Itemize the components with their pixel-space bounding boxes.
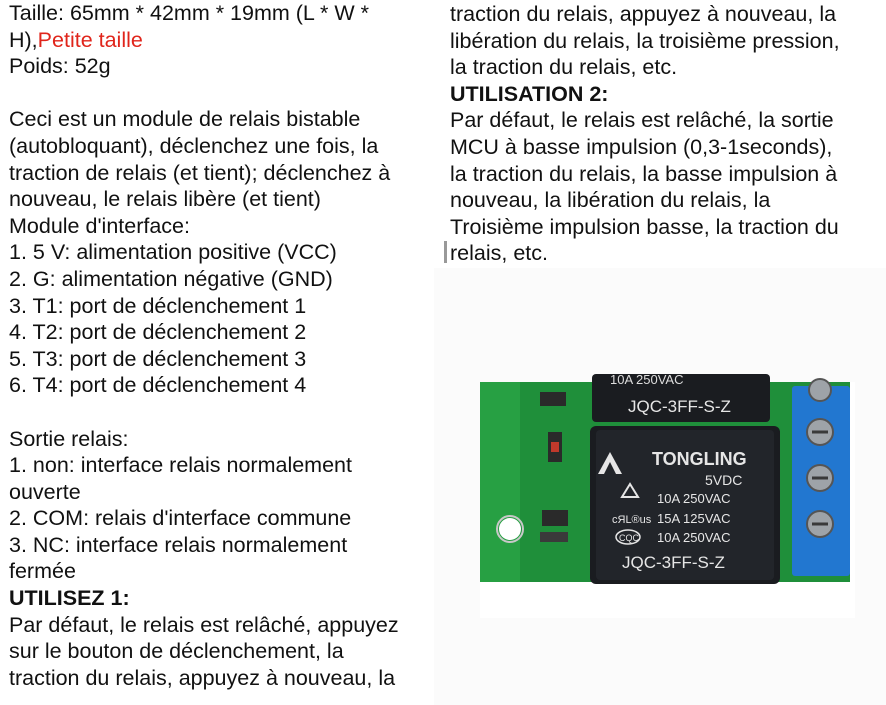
desc-line: (autobloquant), déclenchez une fois, la: [9, 133, 379, 158]
output-item: ouverte: [9, 479, 81, 504]
usage1-line: Par défaut, le relais est relâché, appuyez: [9, 612, 399, 637]
output-heading: Sortie relais:: [9, 426, 129, 451]
usage2-line: Troisième impulsion basse, la traction du: [450, 214, 839, 239]
small-size-highlight: Petite taille: [37, 27, 143, 52]
relay-rating-1: 10A 250VAC: [657, 491, 731, 506]
interface-item: 5. T3: port de déclenchement 3: [9, 346, 307, 371]
interface-item: 6. T4: port de déclenchement 4: [9, 373, 307, 398]
relay-rating-2: 15A 125VAC: [657, 511, 731, 526]
usage2-heading: UTILISATION 2:: [450, 81, 609, 106]
weight-line: Poids: 52g: [9, 54, 111, 79]
text-cursor: [444, 241, 447, 263]
desc-line: Ceci est un module de relais bistable: [9, 107, 361, 132]
usage2-line: la traction du relais, la basse impulsion à: [450, 161, 838, 186]
right-column: [450, 1, 886, 267]
interface-item: 4. T2: port de déclenchement 2: [9, 320, 307, 345]
usage1-line: sur le bouton de déclenchement, la: [9, 639, 344, 664]
relay-model: JQC-3FF-S-Z: [622, 553, 725, 572]
usage1-cont-line: libération du relais, la troisième pression,: [450, 28, 840, 53]
relay-voltage: 5VDC: [705, 472, 743, 488]
terminal-screw: [809, 379, 831, 401]
usage1-cont-line: traction du relais, appuyez à nouveau, la: [450, 2, 837, 26]
usage2-line: Par défaut, le relais est relâché, la sortie: [450, 108, 834, 133]
relay-top-model: JQC-3FF-S-Z: [628, 397, 731, 416]
size-line: Taille: 65mm * 42mm * 19mm (L * W *: [9, 1, 370, 25]
interface-heading: Module d'interface:: [9, 213, 190, 238]
usage2-last-line: relais, etc.: [450, 240, 886, 267]
interface-item: 2. G: alimentation négative (GND): [9, 266, 333, 291]
desc-line: nouveau, le relais libère (et tient): [9, 187, 321, 212]
desc-line: traction de relais (et tient); déclenchez à: [9, 160, 391, 185]
usage1-heading: UTILISEZ 1:: [9, 586, 130, 611]
usage1-line: traction du relais, appuyez à nouveau, la: [9, 665, 396, 690]
relay-rating-3: 10A 250VAC: [657, 530, 731, 545]
left-column: [9, 0, 429, 691]
cqc-mark: CQC: [619, 533, 639, 543]
usage1-cont-line: la traction du relais, etc.: [450, 55, 678, 80]
interface-item: 3. T1: port de déclenchement 1: [9, 293, 307, 318]
interface-item: 1. 5 V: alimentation positive (VCC): [9, 240, 337, 265]
usage2-line: MCU à basse impulsion (0,3-1seconds),: [450, 134, 833, 159]
relay-brand: TONGLING: [652, 449, 747, 469]
output-item: 3. NC: interface relais normalement: [9, 532, 348, 557]
relay-top-rating: 10A 250VAC: [610, 372, 684, 387]
ul-mark: cЯL®us: [612, 514, 652, 526]
usage2-line: nouveau, la libération du relais, la: [450, 188, 771, 213]
output-item: 1. non: interface relais normalement: [9, 453, 352, 478]
smd-chip: [540, 392, 566, 406]
size-line-2: H),Petite taille: [9, 27, 143, 52]
relay-module-photo: [480, 372, 855, 618]
smd-chip: [542, 510, 568, 526]
output-item: 2. COM: relais d'interface commune: [9, 506, 352, 531]
output-item: fermée: [9, 559, 76, 584]
mounting-hole: [499, 518, 521, 540]
